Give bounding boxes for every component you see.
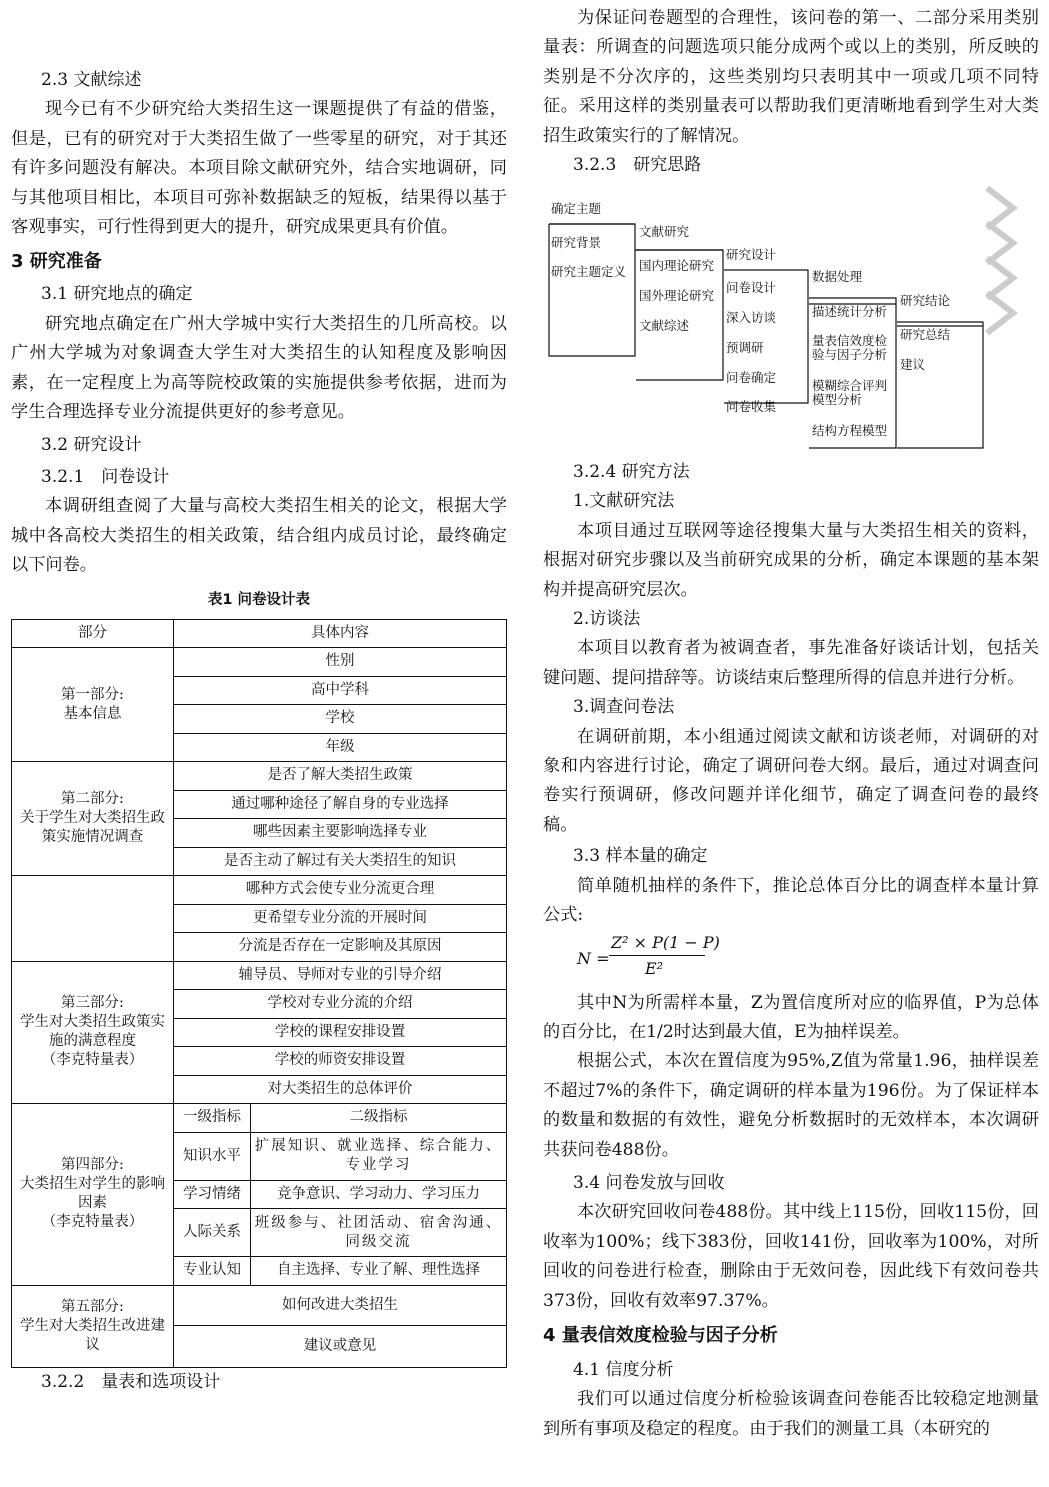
part4-label: 第四部分: 大类招生对学生的影响因素 （李克特量表） <box>12 1104 174 1286</box>
table-cell: 专业认知 <box>174 1257 251 1286</box>
flow-c2-item: 文献综述 <box>639 318 690 333</box>
section-3-title: 3 研究准备 <box>11 251 102 273</box>
flow-c3-item: 问卷设计 <box>726 280 777 295</box>
left-column <box>11 0 507 1397</box>
section-3-1-body: 研究地点确定在广州大学城中实行大类招生的几所高校。以广州大学城为对象调查大学生对大类招生的认知程度及影响因素，在一定程度上为高等院校政策的实施提供参考依据，进而为学生合理选择专业分流提供更好的参考意见。 <box>11 313 507 423</box>
table-cell: 竞争意识、学习动力、学习压力 <box>251 1180 507 1209</box>
table-cell: 建议或意见 <box>174 1325 507 1367</box>
formula-denominator: E² <box>645 958 664 978</box>
flow-c2-item: 国外理论研究 <box>639 288 715 303</box>
section-3-4-title: 3.4 问卷发放与回收 <box>573 1172 725 1193</box>
formula-numerator: Z² × P(1 − P) <box>611 932 720 952</box>
flow-c2-title: 文献研究 <box>639 224 690 239</box>
flow-c4-item: 描述统计分析 <box>812 304 888 319</box>
table-cell: 如何改进大类招生 <box>174 1285 507 1325</box>
method-1-title: 1.文献研究法 <box>573 491 675 512</box>
table-cell: 知识水平 <box>174 1132 251 1180</box>
method-2-title: 2.访谈法 <box>573 609 641 630</box>
table-cell: 辅导员、导师对专业的引导介绍 <box>174 961 507 990</box>
part3-label: 第三部分: 学生对大类招生政策实施的满意程度 （李克特量表） <box>12 961 174 1104</box>
right-column <box>543 0 1039 180</box>
table-subheader: 一级指标 <box>174 1104 251 1133</box>
section-3-3-body-2: 其中N为所需样本量，Z为置信度所对应的临界值，P为总体的百分比，在1/2时达到最大值，E为抽样误差。 <box>543 992 1039 1042</box>
table-header-content: 具体内容 <box>174 619 507 648</box>
table-cell: 通过哪种途径了解自身的专业选择 <box>174 790 507 819</box>
flow-c5-item: 建议 <box>900 357 926 372</box>
table-caption: 表1 问卷设计表 <box>207 591 311 608</box>
table-cell: 是否了解大类招生政策 <box>174 762 507 791</box>
part-blank-label <box>12 876 174 962</box>
flow-c1-item: 研究主题定义 <box>551 264 627 279</box>
section-4-1-body: 我们可以通过信度分析检验该调查问卷能否比较稳定地测量到所有事项及稳定的程度。由于我们的测量工具（本研究的 <box>543 1389 1039 1439</box>
table-cell: 更希望专业分流的开展时间 <box>174 904 507 933</box>
sample-size-formula <box>543 931 1039 989</box>
flow-c4-item: 模糊综合评判模型分析 <box>812 378 888 407</box>
table-cell: 学校 <box>174 705 507 734</box>
table-cell: 分流是否存在一定影响及其原因 <box>174 933 507 962</box>
table-cell: 班级参与、社团活动、宿舍沟通、同级交流 <box>251 1209 507 1257</box>
table-cell: 学校的课程安排设置 <box>174 1018 507 1047</box>
flow-c1-item: 研究背景 <box>551 235 602 250</box>
flow-c4-title: 数据处理 <box>812 269 863 284</box>
section-4-1-title: 4.1 信度分析 <box>573 1359 674 1380</box>
flow-c1-title: 确定主题 <box>551 201 602 216</box>
part5-label: 第五部分: 学生对大类招生改进建议 <box>12 1285 174 1367</box>
section-3-1-title: 3.1 研究地点的确定 <box>41 284 193 305</box>
formula-lhs: N = <box>577 948 610 968</box>
flow-c2-item: 国内理论研究 <box>639 258 715 273</box>
table-cell: 学校的师资安排设置 <box>174 1047 507 1076</box>
section-2-3-body: 现今已有不少研究给大类招生这一课题提供了有益的借鉴，但是，已有的研究对于大类招生做了一些零星的研究，对于其还有许多问题没有解决。本项目除文献研究外，结合实地调研，同与其他项目相比，本项目可弥补数据缺乏的短板，结果得以基于客观事实，可行性得到更大的提升，研究成果更具有价值。 <box>11 99 507 238</box>
formula-bar <box>609 955 705 956</box>
method-1-body: 本项目通过互联网等途径搜集大量与大类招生相关的资料，根据对研究步骤以及当前研究成果的分析，确定本课题的基本架构并提高研究层次。 <box>543 520 1039 600</box>
method-2-body: 本项目以教育者为被调查者，事先准备好谈话计划，包括关键问题、提问措辞等。访谈结束后整理所得的信息并进行分析。 <box>543 638 1039 688</box>
flow-c3-item: 问卷确定 <box>726 370 777 385</box>
table-cell: 对大类招生的总体评价 <box>174 1075 507 1104</box>
questionnaire-table <box>11 619 507 1368</box>
flow-c4-item: 结构方程模型 <box>812 423 888 438</box>
flow-c4-item: 量表信效度检验与因子分析 <box>812 333 888 362</box>
table-cell: 学校对专业分流的介绍 <box>174 990 507 1019</box>
section-3-2-3-title: 3.2.3 研究思路 <box>573 155 702 176</box>
flow-c5-item: 研究总结 <box>900 327 951 342</box>
table-subheader: 二级指标 <box>251 1104 507 1133</box>
flow-c5-title: 研究结论 <box>900 293 951 308</box>
table-cell: 高中学科 <box>174 676 507 705</box>
table-cell: 哪些因素主要影响选择专业 <box>174 819 507 848</box>
method-3-body: 在调研前期，本小组通过阅读文献和访谈老师，对调研的对象和内容进行讨论，确定了调研问卷大纲。最后，通过对调查问卷实行预调研，修改问题并详化细节，确定了调查问卷的最终稿。 <box>543 726 1039 835</box>
table-cell: 性别 <box>174 648 507 677</box>
flow-c3-item: 预调研 <box>726 340 764 355</box>
section-3-2-2-title: 3.2.2 量表和选项设计 <box>41 1371 221 1392</box>
table-cell: 自主选择、专业了解、理性选择 <box>251 1257 507 1286</box>
section-3-3-body-3: 根据公式，本次在置信度为95%,Z值为常量1.96，抽样误差不超过7%的条件下，确定调研的样本量为196份。为了保证样本的数量和数据的有效性，避免分析数据时的无效样本，本次调研共获问卷488份。 <box>543 1051 1039 1160</box>
section-4-title: 4 量表信效度检验与因子分析 <box>543 1324 778 1346</box>
part2-label: 第二部分: 关于学生对大类招生政策实施情况调查 <box>12 762 174 876</box>
table-cell: 哪种方式会使专业分流更合理 <box>174 876 507 905</box>
flow-c3-item: 问卷收集 <box>726 399 777 414</box>
flow-diagram-lines <box>543 178 1033 453</box>
section-3-2-1-title: 3.2.1 问卷设计 <box>41 466 170 487</box>
section-3-2-title: 3.2 研究设计 <box>41 435 142 456</box>
table-cell: 扩展知识、就业选择、综合能力、专业学习 <box>251 1132 507 1180</box>
section-3-3-body-1: 简单随机抽样的条件下，推论总体百分比的调查样本量计算公式: <box>543 875 1039 926</box>
flow-c3-title: 研究设计 <box>726 247 777 262</box>
table-cell: 人际关系 <box>174 1209 251 1257</box>
table-cell: 年级 <box>174 733 507 762</box>
section-2-3-title: 2.3 文献综述 <box>41 70 142 90</box>
section-3-4-body: 本次研究回收问卷488份。其中线上115份，回收115份，回收率为100%；线下383份，回收141份，回收率为100%，对所回收的问卷进行检查，删除由于无效问卷，因此线下有效问卷共373份，回收有效率97.37%。 <box>543 1202 1039 1311</box>
section-3-3-title: 3.3 样本量的确定 <box>573 846 708 867</box>
section-3-2-1-body: 本调研组查阅了大量与高校大类招生相关的论文，根据大学城中各高校大类招生的相关政策，结合组内成员讨论，最终确定以下问卷。 <box>11 496 507 576</box>
right-column-lower <box>543 458 1039 1444</box>
table-cell: 学习情绪 <box>174 1180 251 1209</box>
section-3-2-2-body: 为保证问卷题型的合理性，该问卷的第一、二部分采用类别量表：所调查的问题选项只能分成两个或以上的类别，所反映的类别是不分次序的，这些类别均只表明其中一项或几项不同特征。采用这样的类别量表可以帮助我们更清晰地看到学生对大类招生政策实行的了解情况。 <box>543 8 1039 146</box>
table-cell: 是否主动了解过有关大类招生的知识 <box>174 847 507 876</box>
research-flow-diagram <box>543 178 1033 453</box>
flow-c3-item: 深入访谈 <box>726 310 777 325</box>
part1-label: 第一部分: 基本信息 <box>12 648 174 762</box>
section-3-2-4-title: 3.2.4 研究方法 <box>573 462 690 482</box>
table-header-part: 部分 <box>12 619 174 648</box>
method-3-title: 3.调查问卷法 <box>573 697 675 718</box>
